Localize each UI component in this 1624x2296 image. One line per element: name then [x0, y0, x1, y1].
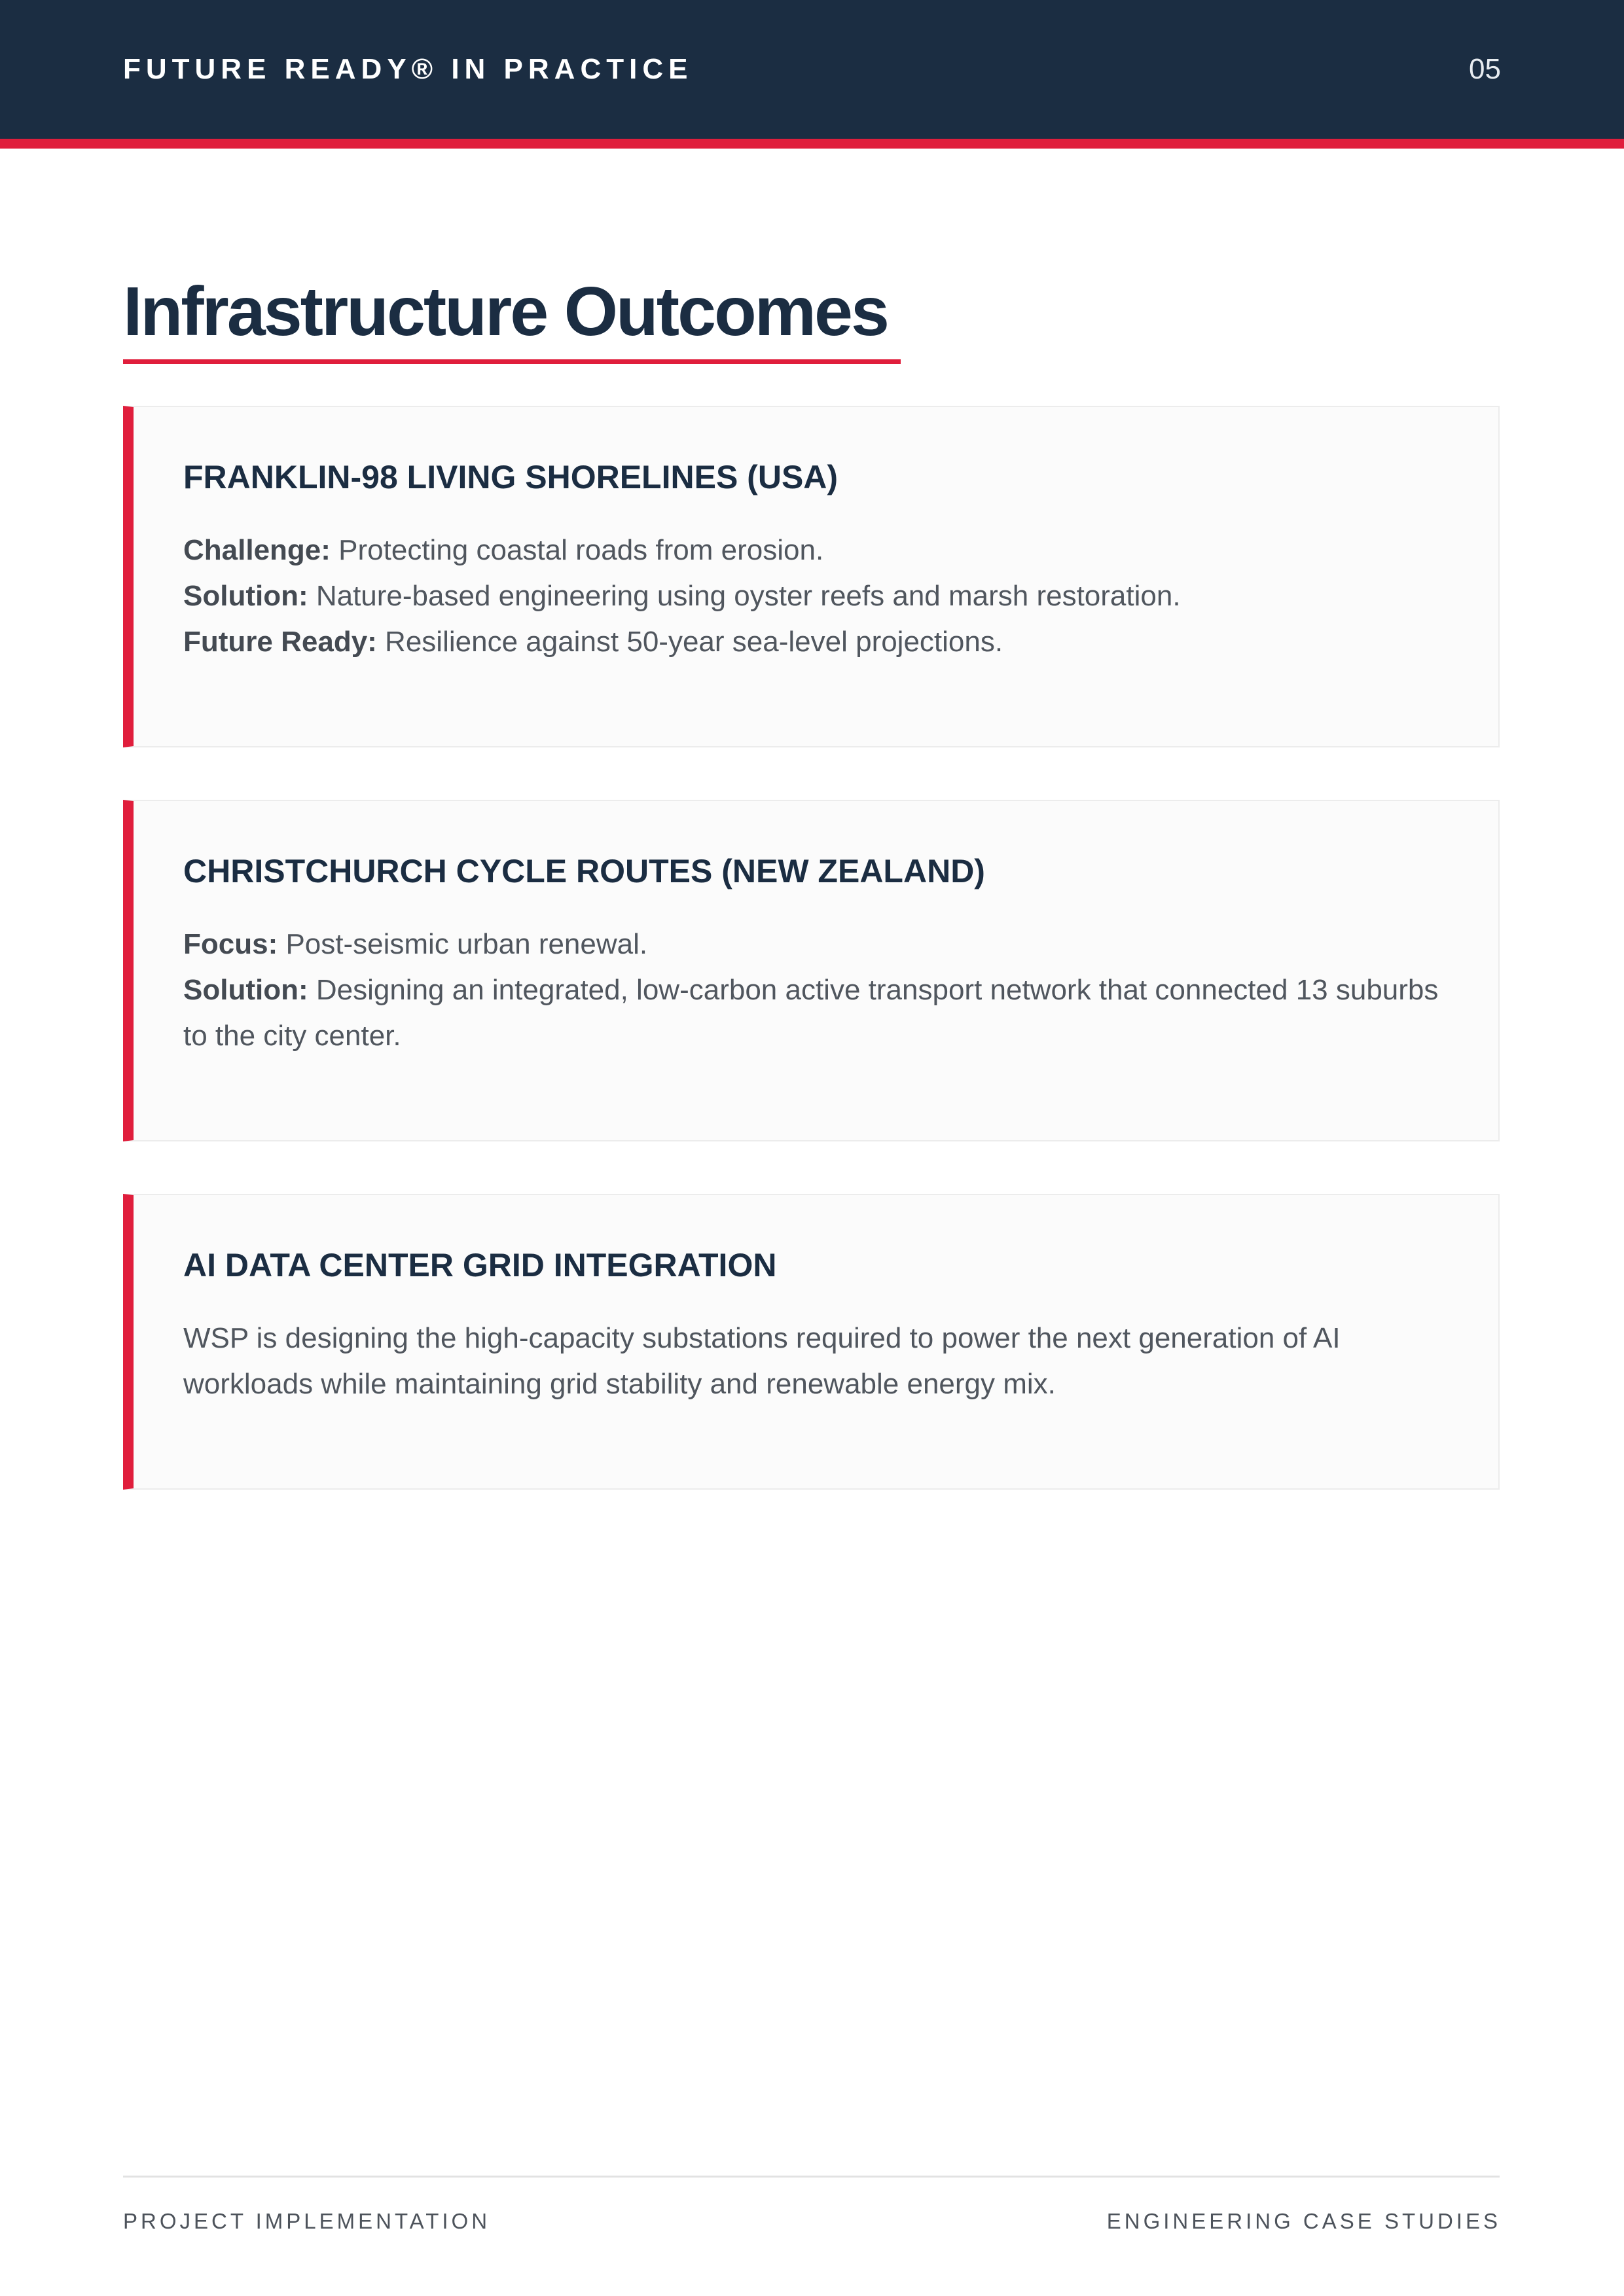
case-study-card-christchurch — [123, 800, 1500, 1141]
row-text: Resilience against 50-year sea-level projections. — [376, 626, 1003, 658]
row-text: Nature-based engineering using oyster reefs and marsh restoration. — [308, 580, 1181, 612]
row-label: Solution: — [183, 974, 308, 1006]
page-header — [0, 0, 1624, 149]
footer-right-label: ENGINEERING CASE STUDIES — [1106, 2209, 1501, 2233]
footer-divider — [123, 2176, 1500, 2178]
card-row-solution — [183, 573, 1453, 619]
card-title: CHRISTCHURCH CYCLE ROUTES (NEW ZEALAND) — [183, 853, 985, 889]
row-text: Designing an integrated, low-carbon active transport network that connected 13 suburbs to the city center. — [183, 974, 1439, 1052]
footer-left-label: PROJECT IMPLEMENTATION — [123, 2209, 491, 2233]
card-row-solution — [183, 967, 1453, 1059]
row-text: Protecting coastal roads from erosion. — [330, 534, 824, 566]
page-title: Infrastructure Outcomes — [123, 273, 888, 350]
row-text: Post-seismic urban renewal. — [278, 928, 648, 960]
card-body — [183, 922, 1453, 1059]
card-title: FRANKLIN-98 LIVING SHORELINES (USA) — [183, 459, 839, 495]
case-study-card-franklin — [123, 406, 1500, 747]
card-paragraph: WSP is designing the high-capacity substations required to power the next generation of AI workloads while maintaining grid stability and renewable energy mix. — [183, 1322, 1341, 1400]
card-body — [183, 1316, 1453, 1407]
title-underline — [123, 359, 901, 364]
row-label: Future Ready: — [183, 626, 377, 658]
row-label: Focus: — [183, 928, 278, 960]
page-number: 05 — [1469, 53, 1501, 85]
card-body — [183, 528, 1453, 665]
row-label: Challenge: — [183, 534, 331, 566]
card-row-challenge — [183, 528, 1453, 573]
card-title: AI DATA CENTER GRID INTEGRATION — [183, 1247, 777, 1283]
header-title: FUTURE READY® IN PRACTICE — [123, 53, 693, 85]
row-label: Solution: — [183, 580, 308, 612]
card-row-focus — [183, 922, 1453, 967]
card-row-future-ready — [183, 619, 1453, 665]
case-study-card-ai-data-center — [123, 1194, 1500, 1490]
